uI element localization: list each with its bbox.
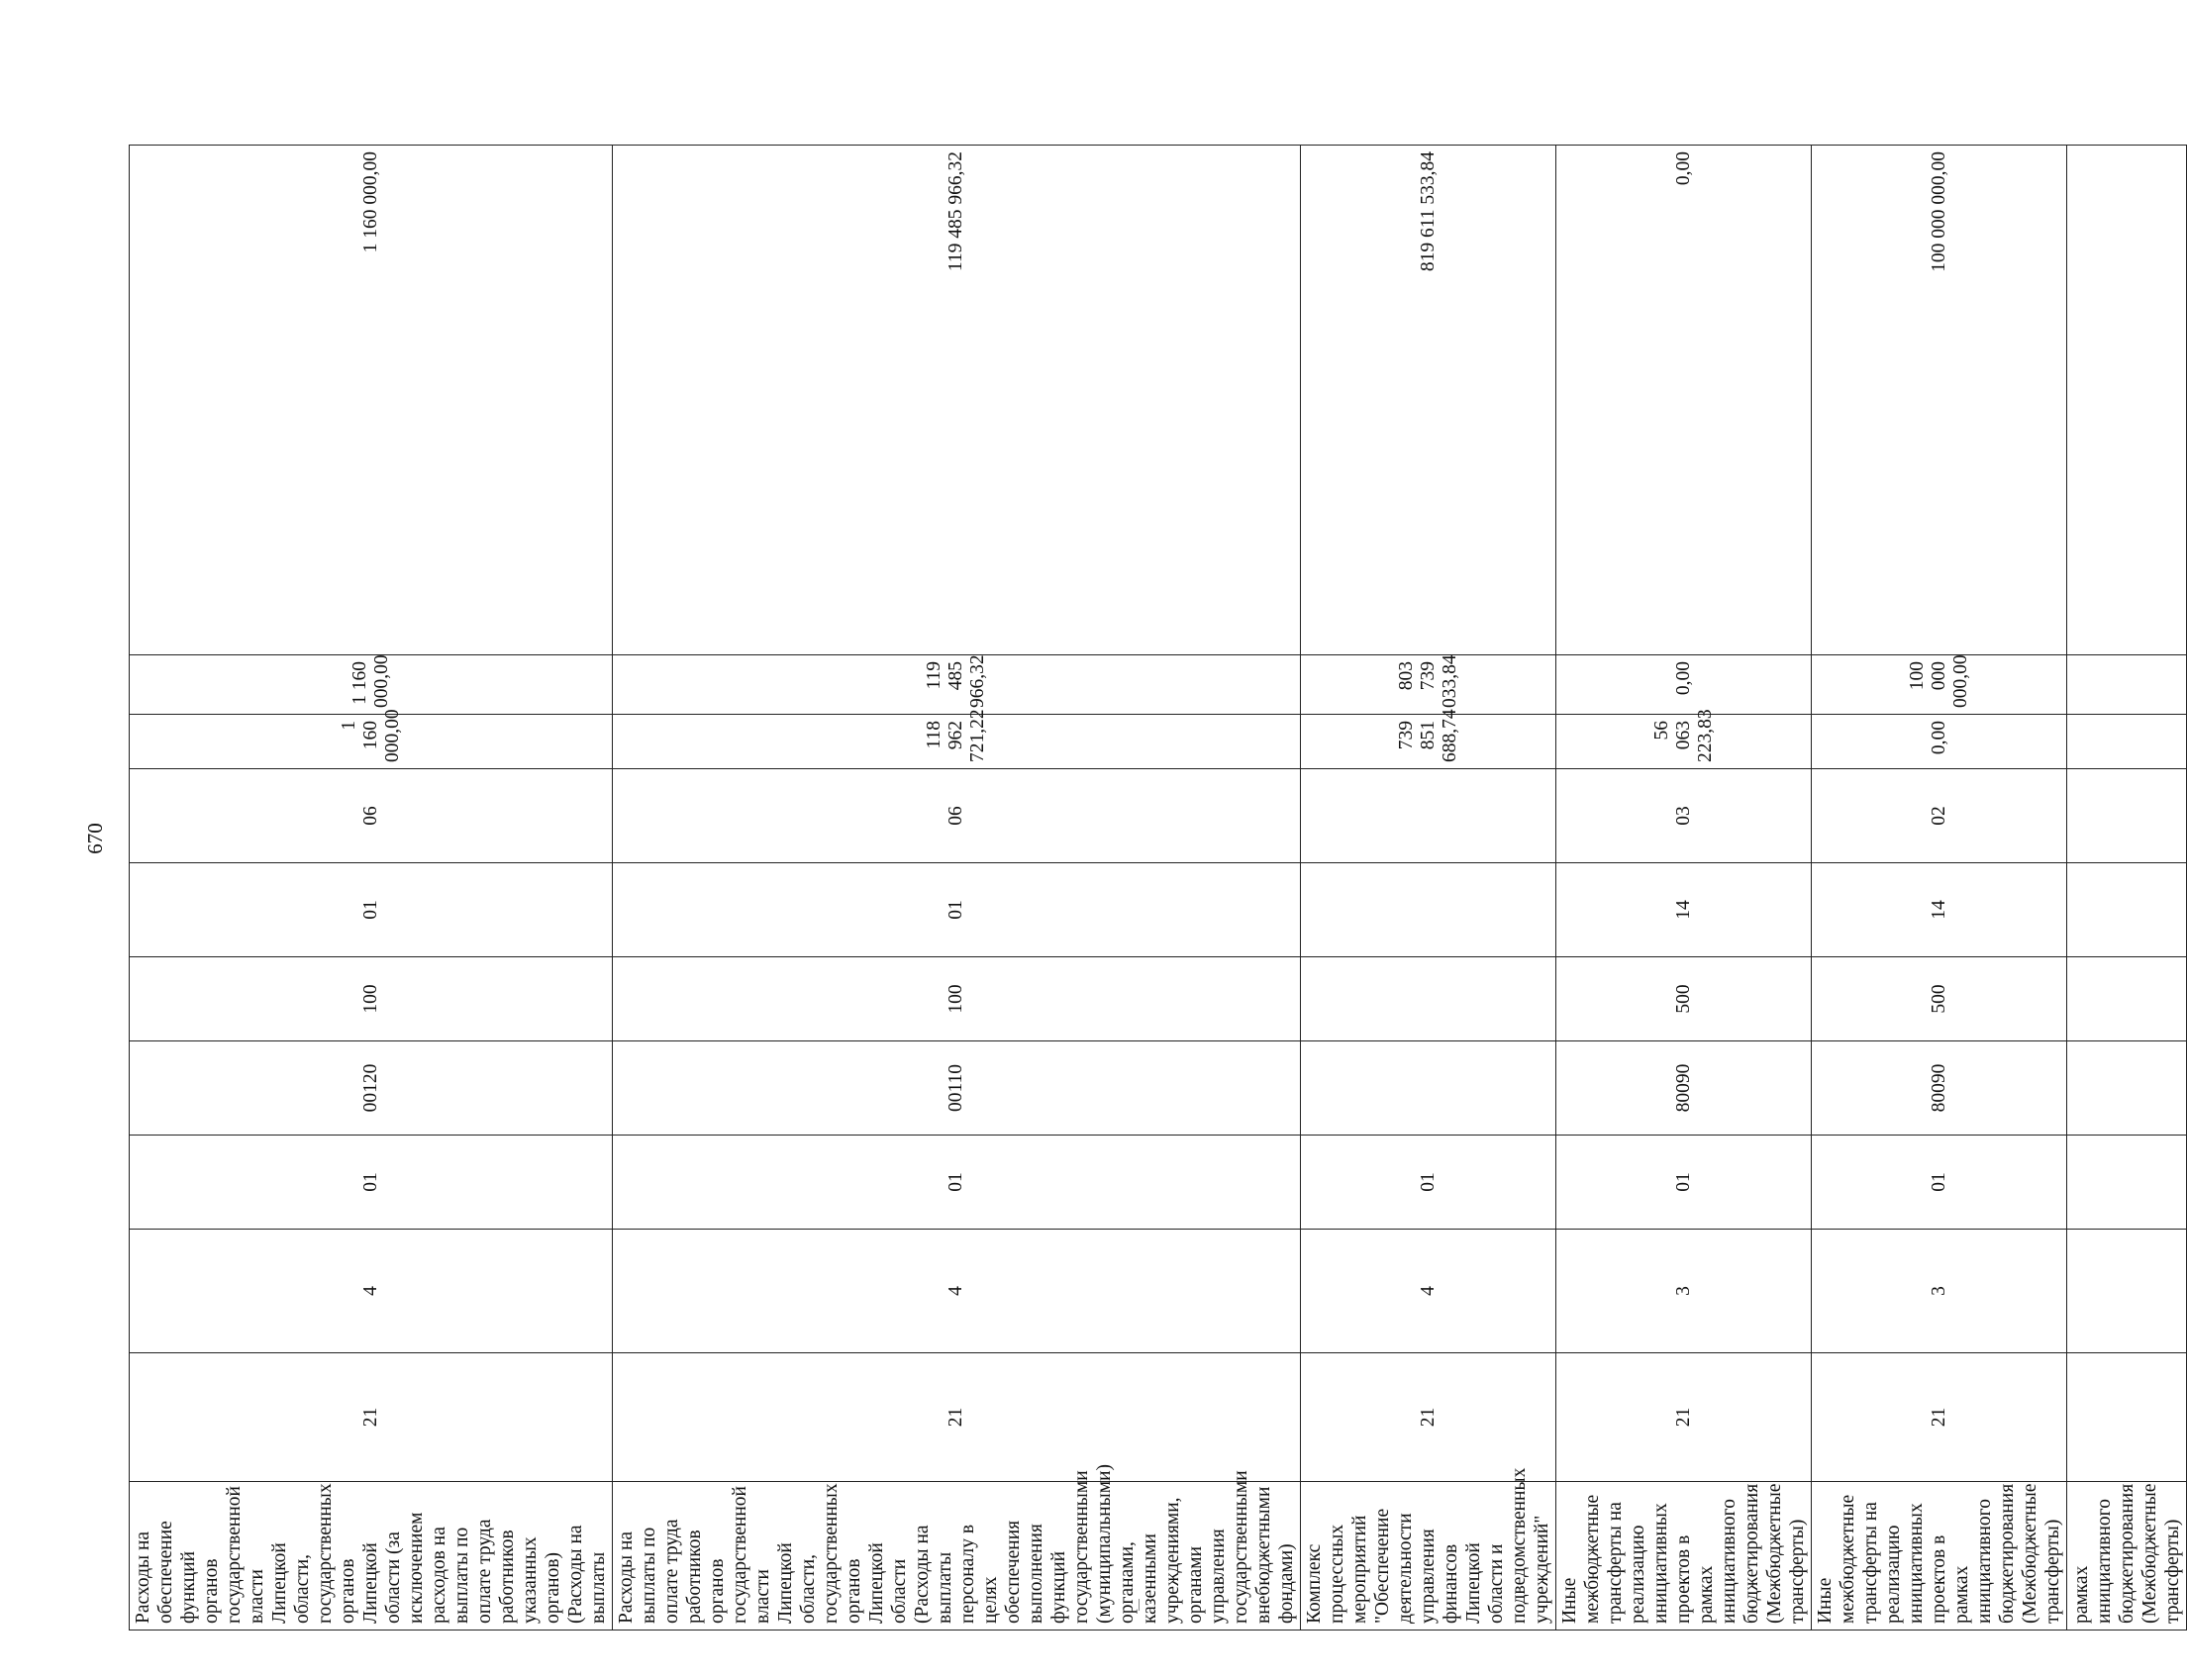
table-row (1301, 146, 1556, 1631)
row-description: рамках инициативного бюджетирования (Межбюджетные трансферты) (2067, 1482, 2187, 1631)
code-program: 21 (130, 1353, 613, 1482)
code-expense-type: 500 (1556, 957, 1812, 1041)
code-direction (2067, 1041, 2187, 1136)
margin-mark (1139, 1599, 1140, 1611)
amount-2: 100 000 000,00 (1812, 655, 2067, 715)
amount-2: 1 160 000,00 (130, 655, 613, 715)
amount-1: 56 063 223,83 (1556, 715, 1812, 769)
amount-3: 119 485 966,32 (613, 146, 1301, 655)
amount-2 (2067, 655, 2187, 715)
code-section: 01 (130, 863, 613, 957)
code-section: 14 (1812, 863, 2067, 957)
table-row (1812, 146, 2067, 1631)
row-description: Иные межбюджетные трансферты на реализацию инициативных проектов в рамках инициативного бюджетирования (Межбюджетные трансферты) (1556, 1482, 1812, 1631)
row-description: Расходы на обеспечение функций органов государственной власти Липецкой области, государственных органов Липецкой области (за исключением расходов на выплаты по оплате труда работников указанных органов) (Расходы на выплаты (130, 1482, 613, 1631)
code-event: 01 (130, 1136, 613, 1230)
code-section (2067, 863, 2187, 957)
code-structural: 4 (1301, 1230, 1556, 1353)
code-expense-type: 500 (1812, 957, 2067, 1041)
code-direction (1301, 1041, 1556, 1136)
budget-table (129, 145, 2187, 1631)
code-subsection: 02 (1812, 769, 2067, 863)
row-description: Иные межбюджетные трансферты на реализацию инициативных проектов в рамках инициативного бюджетирования (Межбюджетные трансферты) (1812, 1482, 2067, 1631)
code-expense-type (1301, 957, 1556, 1041)
code-subsection (2067, 769, 2187, 863)
page-number: 670 (83, 823, 107, 854)
row-description: Комплекс процессных мероприятий "Обеспечение деятельности управления финансов Липецкой области и подведомственных учреждений" (1301, 1482, 1556, 1631)
table-row (1556, 146, 1812, 1631)
row-description: Расходы на выплаты по оплате труда работников органов государственной власти Липецкой области, государственных органов Липецкой области (Расходы на выплаты персоналу в целях обеспечения выполнения функций государственными (муниципальными) органами, казенными учреждениями, органами управления государственными внебюджетными фондами) (613, 1482, 1301, 1631)
code-direction: 00120 (130, 1041, 613, 1136)
code-event: 01 (1301, 1136, 1556, 1230)
code-structural: 4 (613, 1230, 1301, 1353)
amount-3 (2067, 146, 2187, 655)
table-row (130, 146, 613, 1631)
amount-1 (2067, 715, 2187, 769)
code-structural (2067, 1230, 2187, 1353)
code-event: 01 (1556, 1136, 1812, 1230)
code-section: 14 (1556, 863, 1812, 957)
code-program: 21 (613, 1353, 1301, 1482)
amount-1: 118 962 721,22 (613, 715, 1301, 769)
amount-3: 819 611 533,84 (1301, 146, 1556, 655)
code-subsection: 06 (613, 769, 1301, 863)
code-section (1301, 863, 1556, 957)
amount-2: 803 739 033,84 (1301, 655, 1556, 715)
code-subsection (1301, 769, 1556, 863)
code-direction: 80090 (1556, 1041, 1812, 1136)
code-expense-type: 100 (130, 957, 613, 1041)
code-program: 21 (1812, 1353, 2067, 1482)
code-program: 21 (1301, 1353, 1556, 1482)
code-expense-type: 100 (613, 957, 1301, 1041)
code-subsection: 06 (130, 769, 613, 863)
code-subsection: 03 (1556, 769, 1812, 863)
code-structural: 3 (1556, 1230, 1812, 1353)
code-program (2067, 1353, 2187, 1482)
table-row (613, 146, 1301, 1631)
code-event: 01 (613, 1136, 1301, 1230)
code-direction: 00110 (613, 1041, 1301, 1136)
amount-1: 739 851 688,74 (1301, 715, 1556, 769)
code-program: 21 (1556, 1353, 1812, 1482)
amount-1: 1 160 000,00 (130, 715, 613, 769)
amount-3: 100 000 000,00 (1812, 146, 2067, 655)
code-section: 01 (613, 863, 1301, 957)
code-structural: 4 (130, 1230, 613, 1353)
amount-1: 0,00 (1812, 715, 2067, 769)
code-direction: 80090 (1812, 1041, 2067, 1136)
code-event: 01 (1812, 1136, 2067, 1230)
code-expense-type (2067, 957, 2187, 1041)
table-row (2067, 146, 2187, 1631)
code-event (2067, 1136, 2187, 1230)
amount-3: 1 160 000,00 (130, 146, 613, 655)
code-structural: 3 (1812, 1230, 2067, 1353)
amount-2: 0,00 (1556, 655, 1812, 715)
amount-3: 0,00 (1556, 146, 1812, 655)
amount-2: 119 485 966,32 (613, 655, 1301, 715)
